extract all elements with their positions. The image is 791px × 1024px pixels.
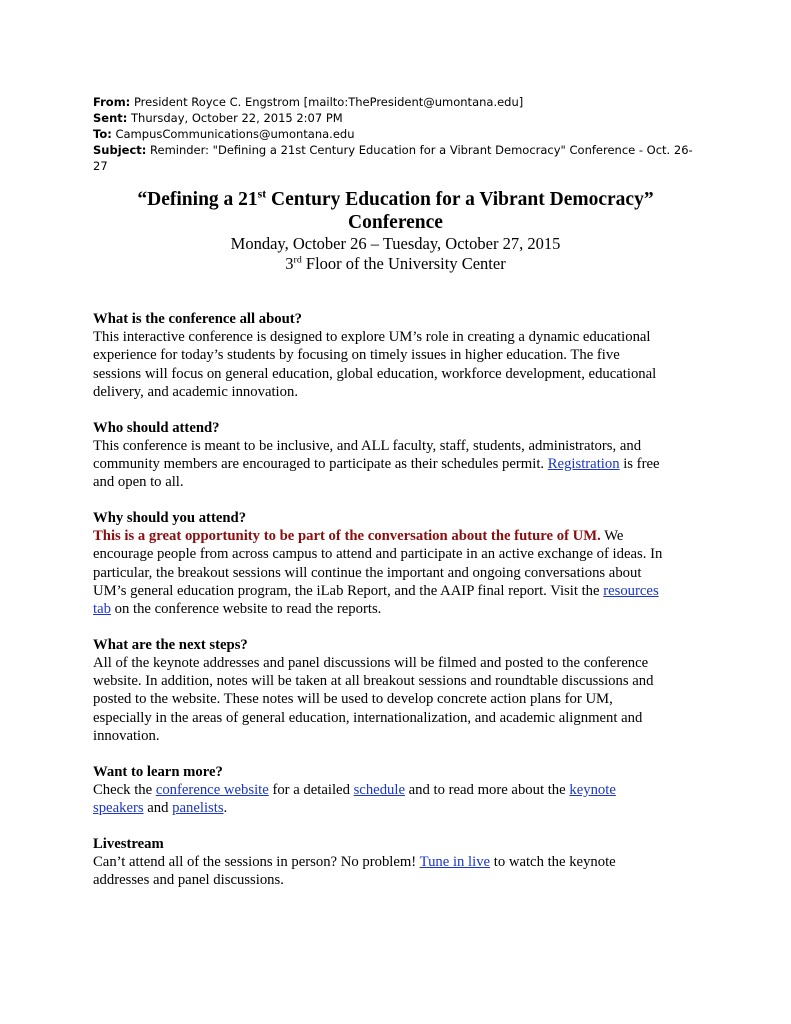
sent-line [93,110,703,126]
keynote-speakers-link-cont[interactable]: speakers [93,800,144,817]
conference-title-block [0,188,791,274]
section-heading: Livestream [93,835,164,852]
subject-line-cont: 27 [93,159,108,173]
resources-tab-link[interactable]: resources [603,582,659,599]
subject-label: Subject: [93,143,147,157]
subject-value-1: Reminder: "Defining a 21st Century Education for a Vibrant Democracy" Conference - Oct. 26- [150,143,693,157]
section-heading: Why should you attend? [93,510,247,527]
section-heading: What is the conference all about? [93,311,303,327]
section-learn-more: Want to learn more? Check the conference website for a detailed schedule and to read more about the keynote speakers and panelists. [93,763,703,818]
sent-label: Sent: [93,111,128,125]
resources-tab-link-cont[interactable]: tab [93,601,111,618]
conference-title-line2: Conference [348,212,443,233]
schedule-link[interactable]: schedule [353,781,405,798]
section-heading: Want to learn more? [93,763,223,780]
from-value: President Royce C. Engstrom [mailto:ThePresident@umontana.edu] [133,95,524,109]
sent-value: Thursday, October 22, 2015 2:07 PM [131,111,343,125]
to-line [93,126,703,142]
subject-line [93,142,703,158]
tune-in-live-link[interactable]: Tune in live [419,854,491,871]
section-livestream: Livestream Can’t attend all of the sessions in person? No problem! Tune in live to watch the keynote addresses and panel discussions. [93,835,703,890]
conference-dates: Monday, October 26 – Tuesday, October 27, 2015 [230,234,561,253]
email-header [93,94,703,174]
conference-title: “Defining a 21st Century Education for a Vibrant Democracy” [137,187,654,210]
to-label: To: [93,127,112,141]
from-label: From: [93,95,131,109]
conference-website-link[interactable]: conference website [155,781,269,798]
section-heading: Who should attend? [93,419,220,436]
section-heading: What are the next steps? [93,636,248,653]
panelists-link[interactable]: panelists [172,800,224,817]
keynote-speakers-link[interactable]: keynote [569,781,616,798]
section-who: Who should attend? This conference is meant to be inclusive, and ALL faculty, staff, students, administrators, and community members are encouraged to participate as their schedules permit. Registration is free and open to all. [93,419,703,492]
from-line [93,94,703,110]
section-why: Why should you attend? This is a great opportunity to be part of the conversation about the future of UM. We encourage people from across campus to attend and participate in an active exchange of ideas. In particular, the breakout sessions will continue the important and ongoing conversations about UM’s general education program, the iLab Report, and the AAIP final report. Visit the resources tab on the conference website to read the reports. [93,509,703,618]
email-body [93,310,703,907]
section-about: What is the conference all about? This interactive conference is designed to explore UM’s role in creating a dynamic educational experience for today’s students by focusing on timely issues in higher education. The five sessions will focus on general education, global education, workforce development, educational delivery, and academic innovation. [93,310,703,401]
conference-location: 3rd Floor of the University Center [285,254,506,273]
registration-link[interactable]: Registration [547,456,620,473]
to-value: CampusCommunications@umontana.edu [115,127,355,141]
highlight-text: This is a great opportunity to be part of the conversation about the future of UM. [93,528,601,545]
section-next-steps: What are the next steps? All of the keynote addresses and panel discussions will be filmed and posted to the conference website. In addition, notes will be taken at all breakout sessions and roundtable discussions and posted to the website. These notes will be used to develop concrete action plans for UM, especially in the areas of general education, internationalization, and academic alignment and innovation. [93,636,703,745]
